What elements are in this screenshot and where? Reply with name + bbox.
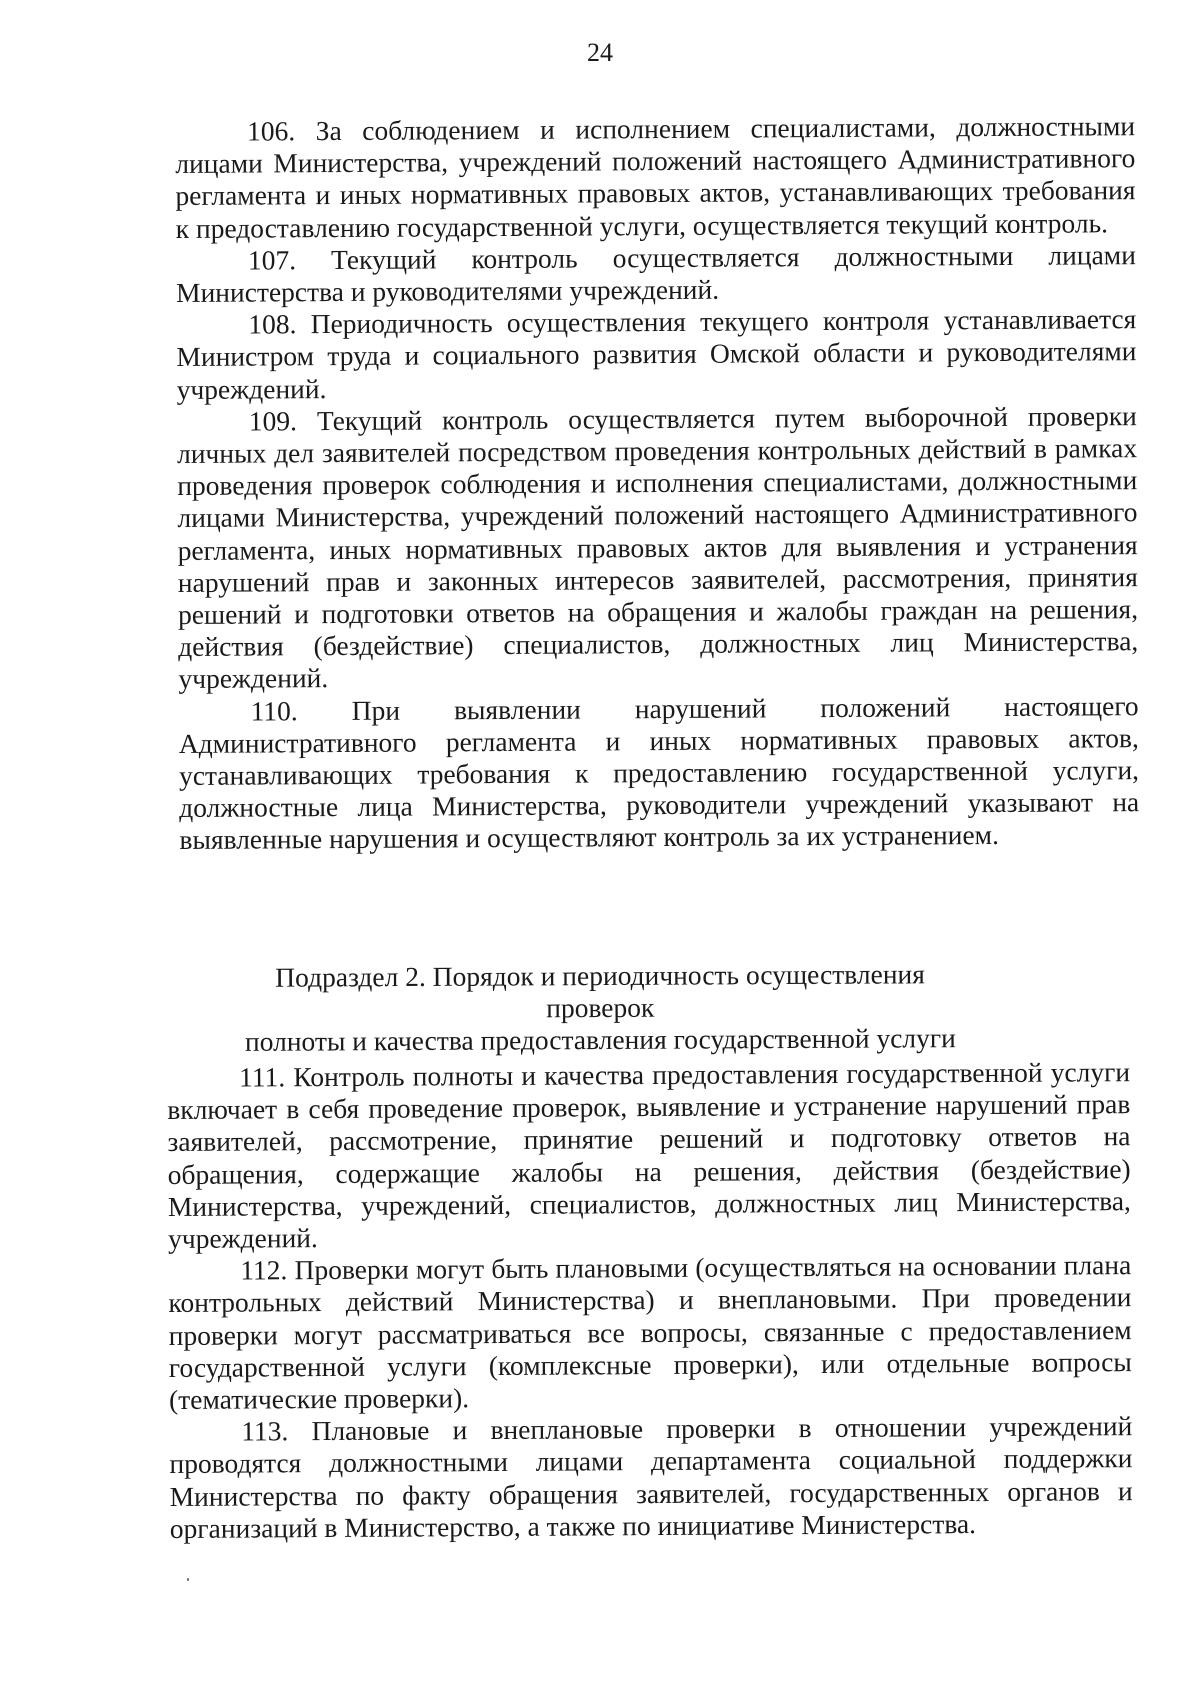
- paragraph-113: 113. Плановые и внеплановые проверки в отношении учреждений проводятся должностными лицами департамента социальной поддержки Министерства по факту обращения заявителей, государственных органов и организаций в Министерство, а также по инициативе Министерства.: [169, 1410, 1133, 1544]
- paragraph-109: 109. Текущий контроль осуществляется путем выборочной проверки личных дел заявителей посредством проведения контрольных действий в рамках проведения проверок соблюдения и исполнения специалистами, должностными лицами Министерства, учреждений положений настоящего Административного регламента, иных нормативных правовых актов для выявления и устранения нарушений прав и законных интересов заявителей, рассмотрения, принятия решений и подготовки ответов на обращения и жалобы граждан на решения, действия (бездействие) специалистов, должностных лиц Министерства, учреждений.: [176, 399, 1139, 695]
- paragraphs-section-bottom: [167, 1056, 1133, 1545]
- subsection-heading-line-2: полноты и качества предоставления государственной услуги: [244, 1022, 956, 1057]
- paragraph-111: 111. Контроль полноты и качества предоставления государственной услуги включает в себя проведение проверок, выявление и устранение нарушений прав заявителей, рассмотрение, принятие решений и подготовку ответов на обращения, содержащие жалобы на решения, действия (бездействие) Министерства, учреждений, специалистов, должностных лиц Министерства, учреждений.: [167, 1056, 1131, 1255]
- paragraphs-section-top: [175, 110, 1140, 857]
- paragraph-106: 106. За соблюдением и исполнением специалистами, должностными лицами Министерства, учреждений положений настоящего Административного регламента и иных нормативных правовых актов, устанавливающих требования к предоставлению государственной услуги, осуществляется текущий контроль.: [175, 110, 1136, 244]
- subsection-heading: [220, 958, 980, 1058]
- paragraph-107: 107. Текущий контроль осуществляется должностными лицами Министерства и руководителями учреждений.: [175, 238, 1136, 309]
- page-number: 24: [587, 38, 613, 67]
- paragraph-108: 108. Периодичность осуществления текущего контроля устанавливается Министром труда и социального развития Омской области и руководителями учреждений.: [176, 303, 1137, 405]
- subsection-heading-line-1: Подраздел 2. Порядок и периодичность осуществления проверок: [275, 958, 925, 1024]
- paragraph-112: 112. Проверки могут быть плановыми (осуществляться на основании плана контрольных действий Министерства) и внеплановыми. При проведении проверки могут рассматриваться все вопросы, связанные с предоставлением государственной услуги (комплексные проверки), или отдельные вопросы (тематические проверки).: [168, 1249, 1132, 1416]
- paragraph-110: 110. При выявлении нарушений положений настоящего Административного регламента и иных нормативных правовых актов, устанавливающих требования к предоставлению государственной услуги, должностные лица Министерства, руководители учреждений указывают на выявленные нарушения и осуществляют контроль за их устранением.: [178, 689, 1140, 856]
- scan-speck: [187, 1578, 189, 1581]
